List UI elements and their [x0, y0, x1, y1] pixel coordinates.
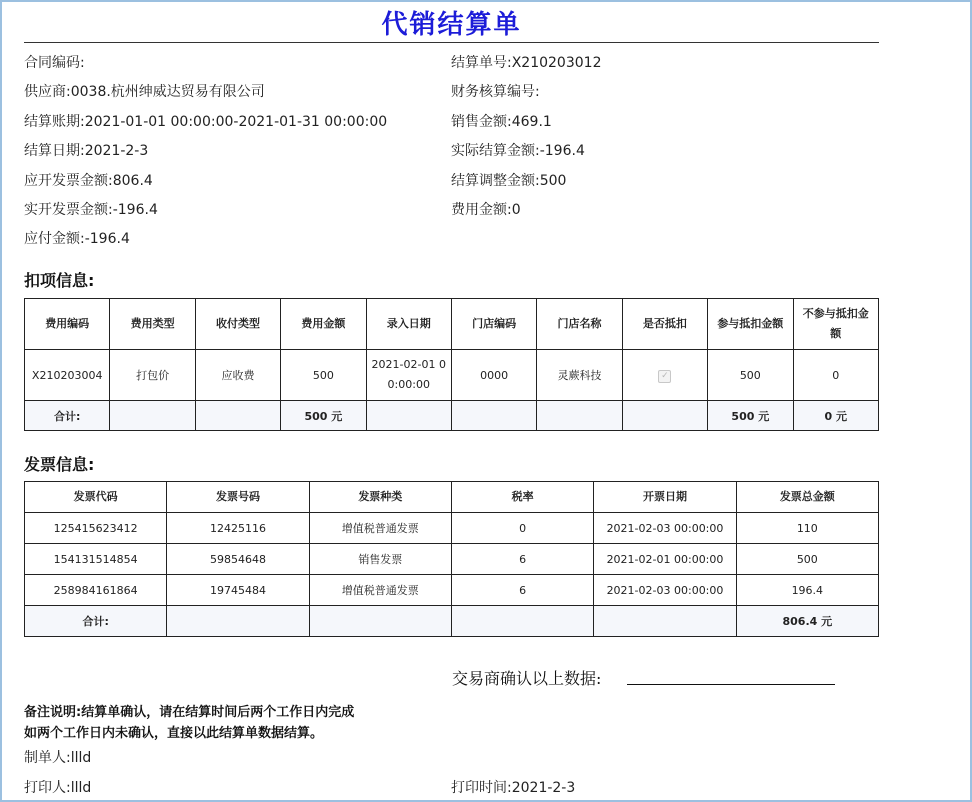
column-header: 费用类型 — [110, 299, 195, 350]
table-row — [25, 513, 879, 544]
invoice-code-cell: 258984161864 — [25, 575, 167, 606]
document-printer: 打印人:llld — [24, 780, 92, 796]
total-row — [25, 606, 879, 637]
invoices-table — [24, 481, 879, 637]
empty-cell — [594, 606, 736, 637]
empty-cell — [110, 401, 195, 431]
deductions-table — [24, 298, 879, 431]
column-header: 税率 — [451, 482, 593, 513]
invoice-number-cell: 12425116 — [167, 513, 309, 544]
remark-line: 如两个工作日内未确认，直接以此结算单数据结算。 — [24, 726, 324, 741]
invoice-kind-cell: 销售发票 — [309, 544, 451, 575]
empty-cell — [622, 401, 707, 431]
table-header-row — [25, 299, 879, 350]
tax-rate-cell: 0 — [451, 513, 593, 544]
column-header: 发票代码 — [25, 482, 167, 513]
table-row — [25, 544, 879, 575]
invoice-total-cell: 110 — [736, 513, 878, 544]
tax-rate-cell: 6 — [451, 575, 593, 606]
table-row — [25, 575, 879, 606]
total-deduct-amount: 500 元 — [708, 401, 793, 431]
column-header: 发票种类 — [309, 482, 451, 513]
empty-cell — [195, 401, 280, 431]
fee-type-cell: 打包价 — [110, 350, 195, 401]
contract-code: 合同编码: — [24, 55, 85, 71]
sales-amount: 销售金额:469.1 — [451, 114, 552, 130]
empty-cell — [309, 606, 451, 637]
fee-amount-cell: 500 — [281, 350, 366, 401]
deduct-flag-cell — [622, 350, 707, 401]
column-header: 发票号码 — [167, 482, 309, 513]
invoice-total-cell: 500 — [736, 544, 878, 575]
invoices-heading: 发票信息: — [24, 455, 95, 474]
settlement-date: 结算日期:2021-2-3 — [24, 143, 149, 159]
empty-cell — [167, 606, 309, 637]
title-divider — [24, 42, 879, 43]
total-non-deduct-amount: 0 元 — [793, 401, 878, 431]
total-label: 合计: — [25, 606, 167, 637]
table-row — [25, 350, 879, 401]
finance-number: 财务核算编号: — [451, 84, 540, 100]
invoice-code-cell: 154131514854 — [25, 544, 167, 575]
total-invoice-amount: 806.4 元 — [736, 606, 878, 637]
column-header: 费用金额 — [281, 299, 366, 350]
fee-code-cell: X210203004 — [25, 350, 110, 401]
invoice-date-cell: 2021-02-03 00:00:00 — [594, 513, 736, 544]
settlement-period: 结算账期:2021-01-01 00:00:00-2021-01-31 00:00:00 — [24, 114, 388, 130]
invoice-number-cell: 19745484 — [167, 575, 309, 606]
deduct-amount-cell: 500 — [708, 350, 793, 401]
pay-type-cell: 应收费 — [195, 350, 280, 401]
column-header: 参与抵扣金额 — [708, 299, 793, 350]
tax-rate-cell: 6 — [451, 544, 593, 575]
total-label: 合计: — [25, 401, 110, 431]
invoice-date-cell: 2021-02-01 00:00:00 — [594, 544, 736, 575]
non-deduct-amount-cell: 0 — [793, 350, 878, 401]
document-title: 代销结算单 — [381, 10, 522, 40]
empty-cell — [366, 401, 451, 431]
column-header: 收付类型 — [195, 299, 280, 350]
remark-line: 备注说明:结算单确认，请在结算时间后两个工作日内完成 — [24, 705, 355, 720]
invoice-due-amount: 应开发票金额:806.4 — [24, 173, 153, 189]
column-header: 是否抵扣 — [622, 299, 707, 350]
invoice-kind-cell: 增值税普通发票 — [309, 513, 451, 544]
empty-cell — [451, 606, 593, 637]
column-header: 录入日期 — [366, 299, 451, 350]
invoice-actual-amount: 实开发票金额:-196.4 — [24, 202, 158, 218]
deduct-checkbox: ✓ — [658, 370, 671, 383]
column-header: 门店名称 — [537, 299, 622, 350]
empty-cell — [451, 401, 536, 431]
entry-date-line: 2021-02-01 0 — [371, 358, 446, 371]
column-header: 门店编码 — [451, 299, 536, 350]
document-maker: 制单人:llld — [24, 750, 92, 766]
entry-date-cell — [366, 350, 451, 401]
invoice-total-cell: 196.4 — [736, 575, 878, 606]
trader-confirm-label: 交易商确认以上数据: — [452, 669, 602, 688]
invoice-number-cell: 59854648 — [167, 544, 309, 575]
supplier: 供应商:0038.杭州绅威达贸易有限公司 — [24, 84, 265, 100]
entry-date-line: 0:00:00 — [387, 378, 430, 391]
empty-cell — [537, 401, 622, 431]
deductions-heading: 扣项信息: — [24, 271, 95, 290]
payable-amount: 应付金额:-196.4 — [24, 231, 130, 247]
invoice-date-cell: 2021-02-03 00:00:00 — [594, 575, 736, 606]
column-header: 发票总金额 — [736, 482, 878, 513]
column-header: 开票日期 — [594, 482, 736, 513]
signature-line — [627, 684, 835, 685]
settlement-number: 结算单号:X210203012 — [451, 55, 602, 71]
total-fee-amount: 500 元 — [281, 401, 366, 431]
column-header: 费用编码 — [25, 299, 110, 350]
store-code-cell: 0000 — [451, 350, 536, 401]
print-time: 打印时间:2021-2-3 — [451, 780, 576, 796]
table-header-row — [25, 482, 879, 513]
invoice-code-cell: 125415623412 — [25, 513, 167, 544]
column-header: 不参与抵扣金额 — [793, 299, 878, 350]
total-row — [25, 401, 879, 431]
invoice-kind-cell: 增值税普通发票 — [309, 575, 451, 606]
fee-amount: 费用金额:0 — [451, 202, 521, 218]
store-name-cell: 灵蕨科技 — [537, 350, 622, 401]
adjustment-amount: 结算调整金额:500 — [451, 173, 567, 189]
actual-settlement-amount: 实际结算金额:-196.4 — [451, 143, 585, 159]
